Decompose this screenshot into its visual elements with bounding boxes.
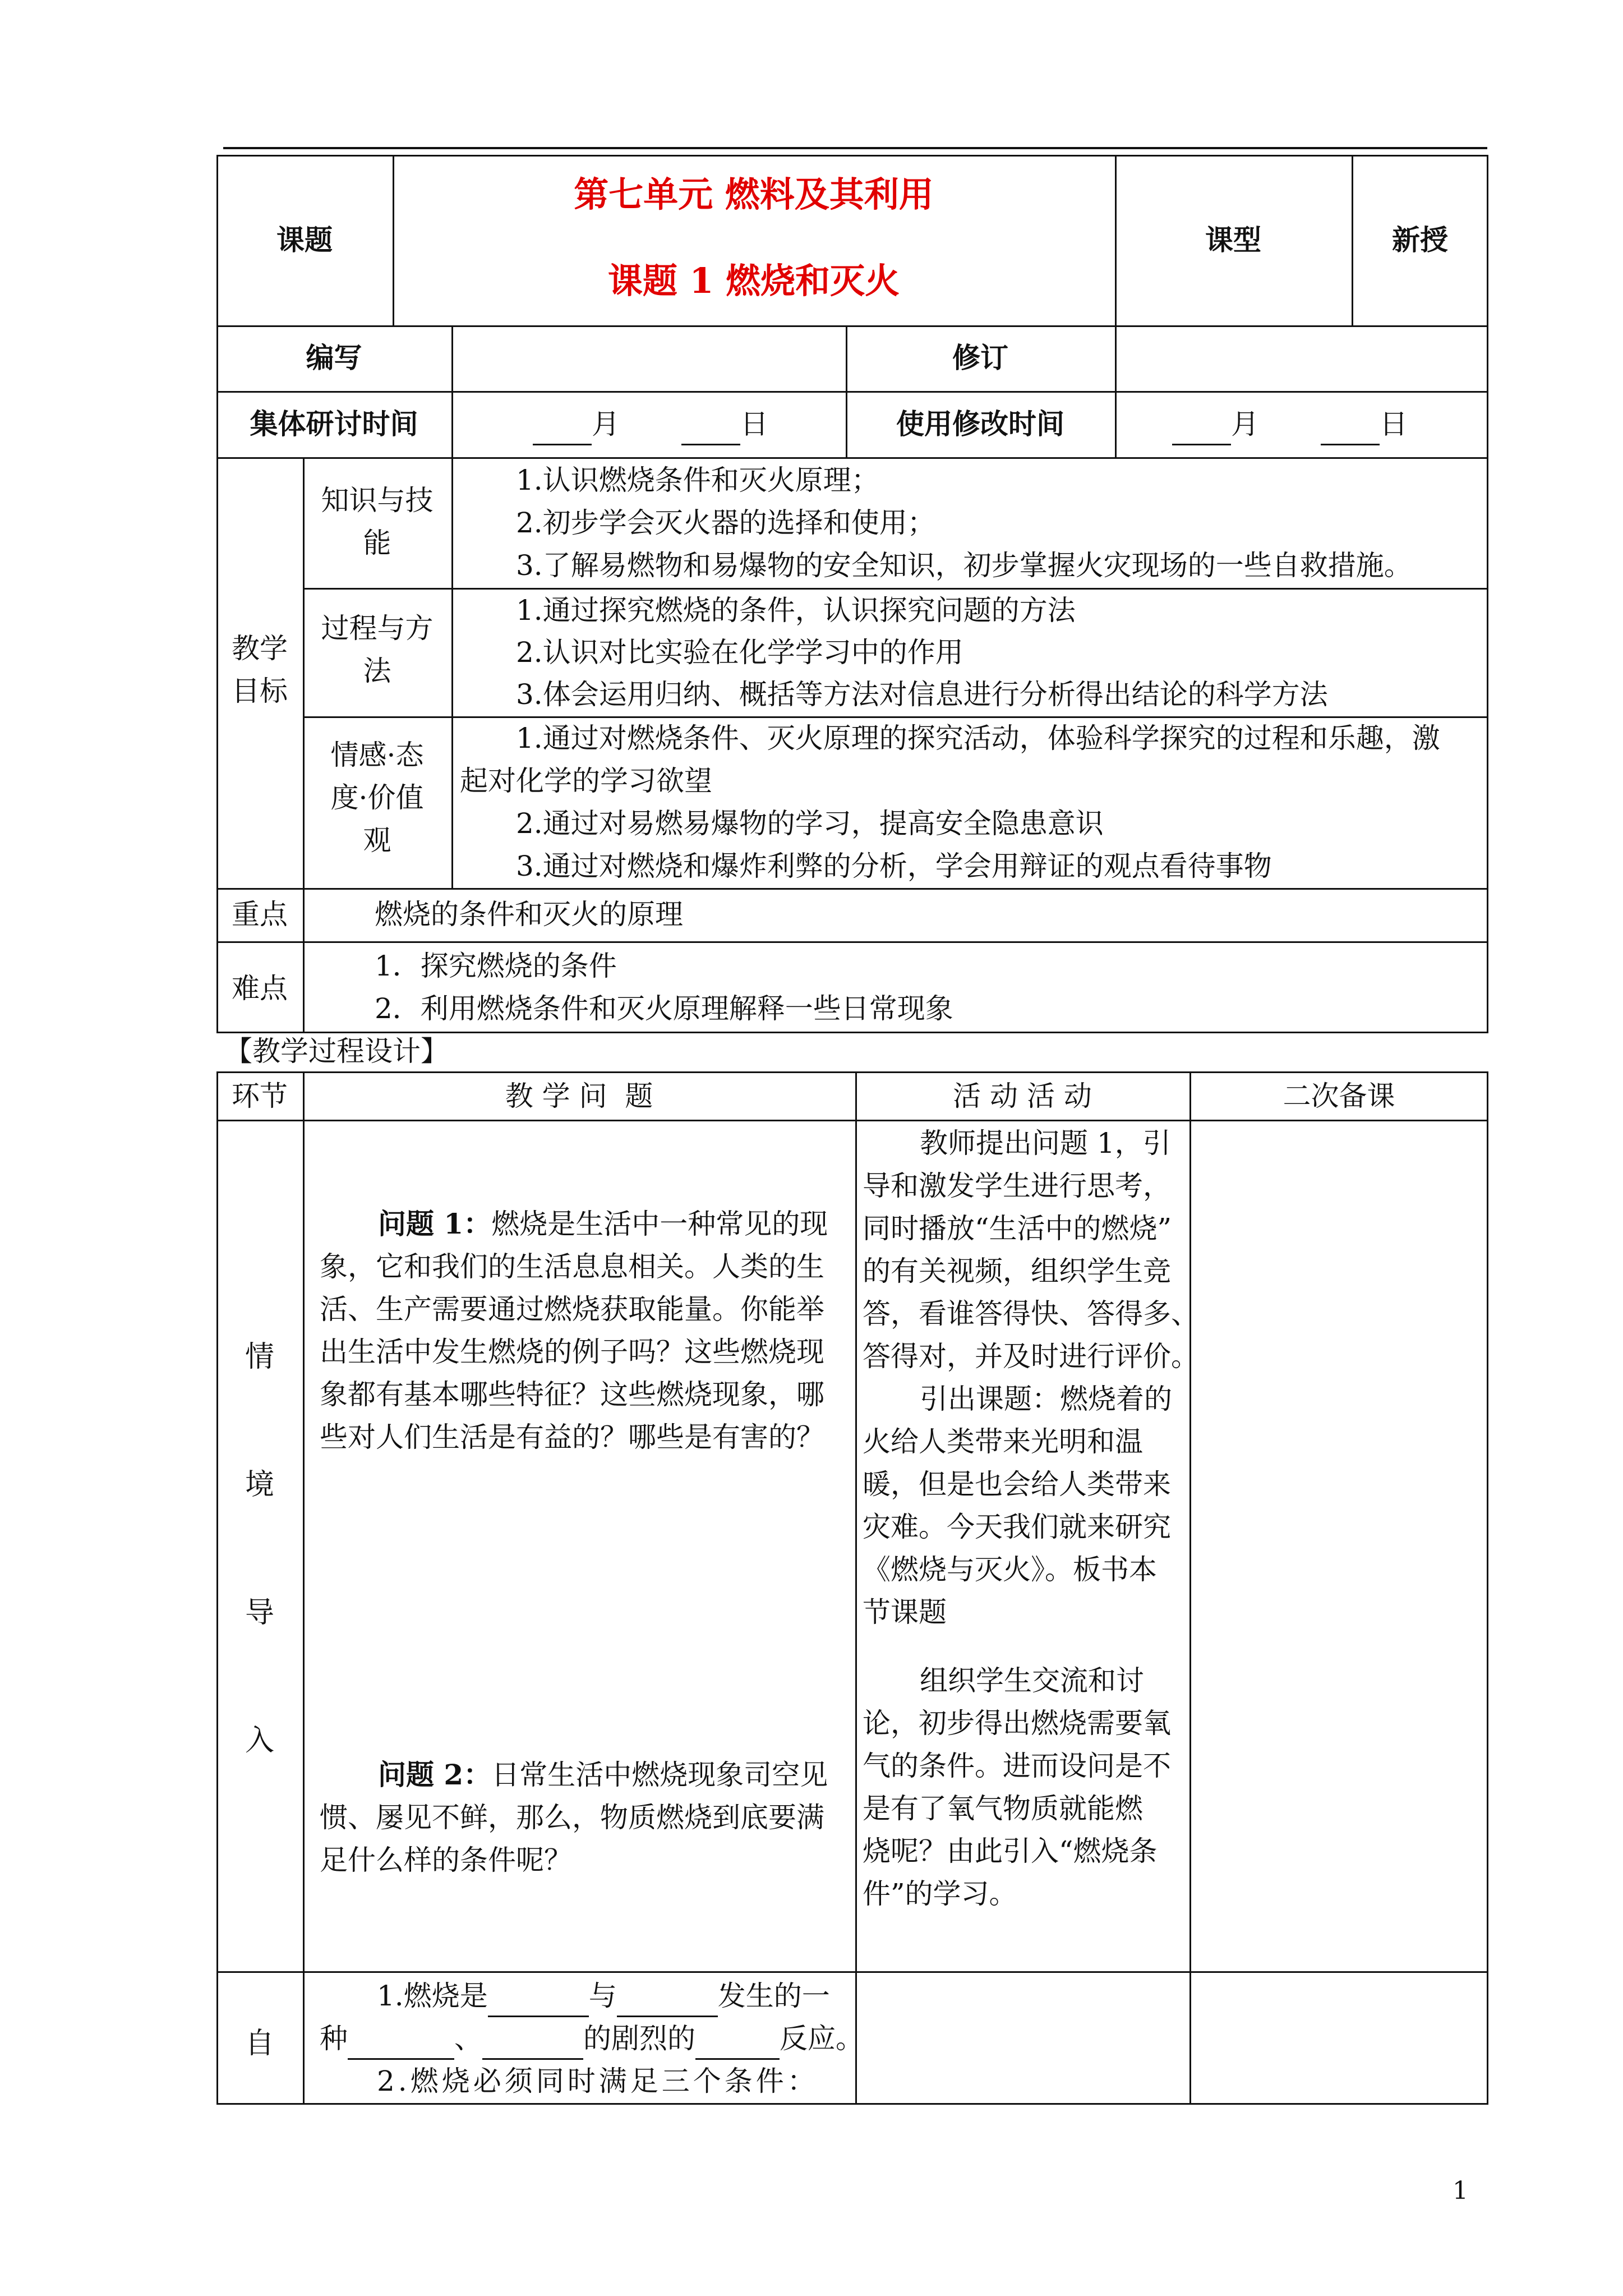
activity-line: 引出课题：燃烧着的 xyxy=(920,1383,1172,1415)
activity-line: 导和激发学生进行思考， xyxy=(863,1170,1171,1202)
activity-line: 论，初步得出燃烧需要氧 xyxy=(863,1707,1171,1740)
jiti-time-label: 集体研讨时间 xyxy=(250,407,418,440)
emotion-item: 3.通过对燃烧和爆炸利弊的分析，学会用辩证的观点看待事物 xyxy=(516,850,1272,882)
emotion-label-2: 度·价值 xyxy=(330,781,424,814)
answer-blank[interactable] xyxy=(348,2027,454,2060)
question-1 xyxy=(320,1203,841,1458)
keypoint-label: 重点 xyxy=(232,898,288,931)
answer-blank[interactable] xyxy=(695,2027,780,2060)
activity-line: 烧呢？由此引入“燃烧条 xyxy=(863,1835,1158,1867)
divider xyxy=(216,1120,1488,1121)
activity-line: 灾难。今天我们就来研究 xyxy=(863,1511,1171,1543)
keti-label: 课题 xyxy=(276,223,333,256)
process-item: 1.通过探究燃烧的条件，认识探究问题的方法 xyxy=(516,594,1076,627)
day-label: 日 xyxy=(740,408,768,440)
divider xyxy=(855,1071,857,2105)
header-activity: 活 动 活 动 xyxy=(953,1080,1092,1112)
activity-line: 答，看谁答得快、答得多、 xyxy=(863,1297,1199,1330)
stage-char: 入 xyxy=(245,1724,274,1757)
question-1-label: 问题 1： xyxy=(378,1207,492,1240)
fill-text: 反应。 xyxy=(780,2022,864,2055)
goals-label-2: 目标 xyxy=(232,675,288,707)
divider xyxy=(451,325,453,458)
keypoint-text: 燃烧的条件和灭火的原理 xyxy=(375,898,683,931)
process-label-1: 过程与方 xyxy=(321,612,434,645)
fill-line-2 xyxy=(320,2017,864,2060)
knowledge-label-1: 知识与技 xyxy=(321,484,434,517)
process-label-2: 法 xyxy=(363,655,391,687)
activity-line: 火给人类带来光明和温 xyxy=(863,1425,1143,1458)
fill-text: 、 xyxy=(454,2022,482,2055)
emotion-label-1: 情感·态 xyxy=(330,739,424,771)
divider xyxy=(1189,1071,1191,2105)
month-label: 月 xyxy=(1231,408,1259,440)
activity-line: 答得对，并及时进行评价。 xyxy=(863,1340,1199,1373)
divider xyxy=(216,1971,1488,1973)
process-item: 2.认识对比实验在化学学习中的作用 xyxy=(516,636,963,669)
divider xyxy=(303,888,305,1033)
month-label: 月 xyxy=(592,408,620,440)
activity-line: 暖，但是也会给人类带来 xyxy=(863,1468,1171,1501)
fill-text: 1.燃烧是 xyxy=(377,1980,488,2012)
knowledge-item: 1.认识燃烧条件和灭火原理； xyxy=(516,464,879,496)
activity-line: 气的条件。进而设问是不 xyxy=(863,1750,1171,1782)
fill-line-1 xyxy=(377,1975,830,2017)
activity-line: 节课题 xyxy=(863,1596,947,1628)
answer-blank[interactable] xyxy=(617,1984,718,2017)
header-rule xyxy=(223,147,1487,149)
emotion-item: 1.通过对燃烧条件、灭火原理的探究活动，体验科学探究的过程和乐趣，激 xyxy=(516,722,1440,754)
answer-blank[interactable] xyxy=(488,1984,589,2017)
emotion-item: 2.通过对易燃易爆物的学习，提高安全隐患意识 xyxy=(516,807,1104,840)
divider xyxy=(216,941,1488,943)
stage-char: 导 xyxy=(245,1596,274,1630)
activity-line: 同时播放“生活中的燃烧” xyxy=(863,1212,1172,1245)
stage-char: 境 xyxy=(245,1468,274,1502)
difficulty-item: 2．利用燃烧条件和灭火原理解释一些日常现象 xyxy=(375,992,953,1025)
unit-title: 第七单元 燃料及其利用 xyxy=(574,174,934,215)
knowledge-item: 2.初步学会灭火器的选择和使用； xyxy=(516,507,935,539)
question-2-label: 问题 2： xyxy=(378,1758,492,1791)
divider xyxy=(216,391,1488,393)
goals-label-1: 教学 xyxy=(232,632,288,665)
fill-text: 与 xyxy=(588,1980,617,2012)
header-second-prep: 二次备课 xyxy=(1283,1080,1395,1112)
difficulty-label: 难点 xyxy=(232,972,288,1005)
kexing-value: 新授 xyxy=(1392,223,1448,256)
fill-text: 的剧烈的 xyxy=(583,2022,695,2055)
emotion-item: 起对化学的学习欲望 xyxy=(460,765,712,797)
process-item: 3.体会运用归纳、概括等方法对信息进行分析得出结论的科学方法 xyxy=(516,678,1328,711)
divider xyxy=(303,1071,305,2105)
question-1-text: 燃烧是生活中一种常见的现象，它和我们的生活息息相关。人类的生活、生产需要通过燃烧获取能量。你能举出生活中发生燃烧的例子吗？这些燃烧现象都有基本哪些特征？这些燃烧现象，哪些对人们生活是有益的？哪些是有害的？ xyxy=(320,1208,828,1453)
lesson-title: 课题 1 燃烧和灭火 xyxy=(607,260,900,301)
divider xyxy=(216,325,1488,327)
xiuding-label: 修订 xyxy=(952,341,1008,374)
stage-char-self: 自 xyxy=(245,2027,274,2060)
fill-text: 发生的一 xyxy=(717,1980,830,2012)
activity-line: 件”的学习。 xyxy=(863,1878,1017,1910)
emotion-label-3: 观 xyxy=(363,824,391,857)
shiyong-date-field xyxy=(1172,403,1408,445)
question-2 xyxy=(320,1754,841,1881)
page-number: 1 xyxy=(1453,2177,1468,2205)
activity-line: 是有了氧气物质就能燃 xyxy=(863,1792,1143,1825)
divider xyxy=(216,888,1488,890)
question-2-text: 日常生活中燃烧现象司空见惯、屡见不鲜，那么，物质燃烧到底要满足什么样的条件呢？ xyxy=(320,1759,828,1876)
activity-line: 的有关视频，组织学生竞 xyxy=(863,1255,1171,1287)
day-label: 日 xyxy=(1380,408,1408,440)
shiyong-time-label: 使用修改时间 xyxy=(896,407,1064,440)
jiti-date-field xyxy=(533,403,768,445)
activity-line: 组织学生交流和讨 xyxy=(920,1664,1144,1697)
difficulty-item: 1．探究燃烧的条件 xyxy=(375,950,617,982)
header-question: 教 学 问 题 xyxy=(505,1080,653,1112)
stage-char: 情 xyxy=(245,1340,274,1374)
answer-blank[interactable] xyxy=(482,2027,583,2060)
bianxie-label: 编写 xyxy=(306,341,362,374)
knowledge-item: 3.了解易燃物和易爆物的安全知识，初步掌握火灾现场的一些自救措施。 xyxy=(516,549,1412,582)
activity-line: 《燃烧与灭火》。板书本 xyxy=(863,1553,1157,1586)
kexing-label: 课型 xyxy=(1205,223,1261,256)
fill-text: 种 xyxy=(320,2022,348,2055)
divider xyxy=(1115,325,1117,458)
process-design-title: 【教学过程设计】 xyxy=(224,1035,449,1068)
activity-line: 教师提出问题 1，引 xyxy=(920,1127,1171,1159)
fill-line-3: 2.燃烧必须同时满足三个条件： xyxy=(377,2065,819,2097)
divider xyxy=(451,457,453,889)
knowledge-label-2: 能 xyxy=(363,527,391,559)
header-stage: 环节 xyxy=(232,1080,288,1112)
